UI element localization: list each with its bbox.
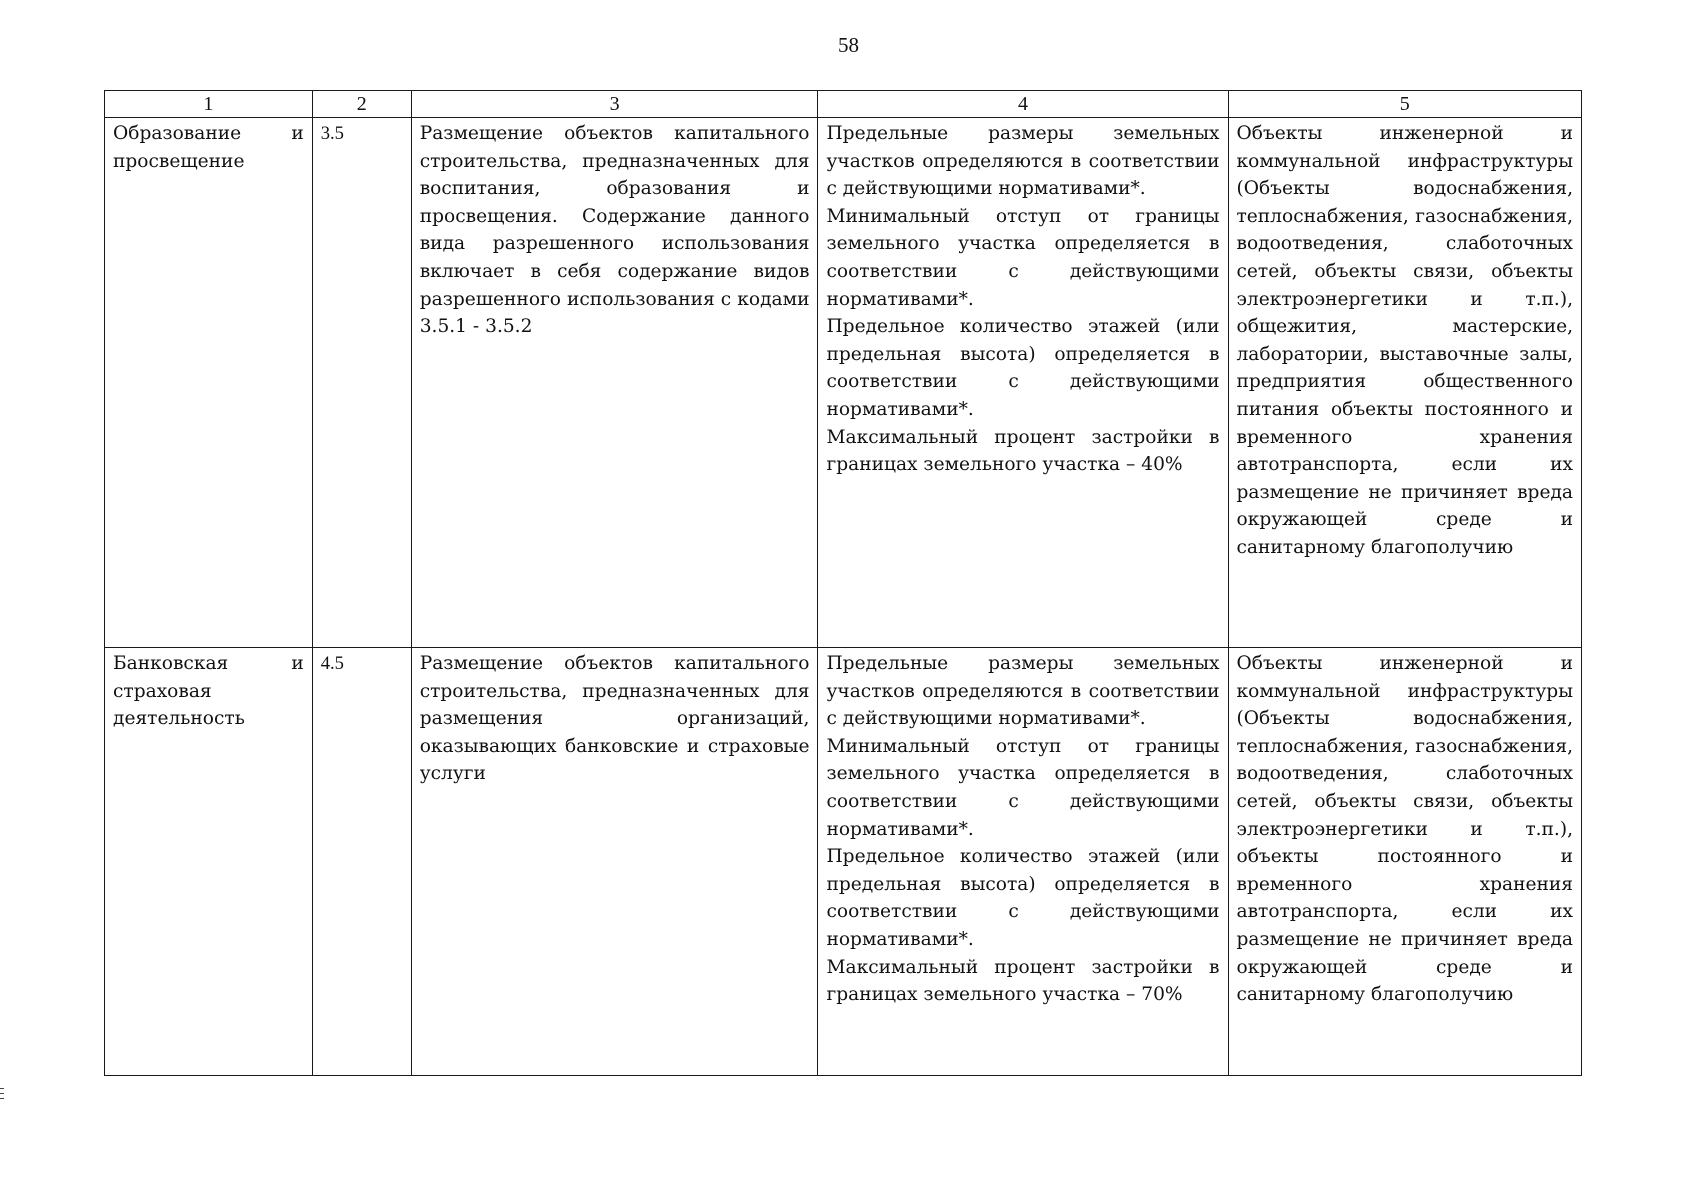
column-header-1: 1 bbox=[105, 91, 313, 118]
parameter-plot-size: Предельные размеры земельных участков определяются в соответствии с действующими нормативами*. bbox=[826, 123, 1220, 200]
parameters-cell bbox=[818, 648, 1228, 1076]
use-type-code: 4.5 bbox=[312, 648, 411, 1076]
use-type-name: Образование и просвещение bbox=[105, 118, 313, 648]
parameter-plot-size: Предельные размеры земельных участков определяются в соответствии с действующими нормативами*. bbox=[826, 653, 1220, 730]
column-header-5: 5 bbox=[1228, 91, 1582, 118]
page-number: 58 bbox=[838, 33, 859, 57]
use-type-description: Размещение объектов капитального строительства, предназначенных для воспитания, образования и просвещения. Содержание данного вида разрешенного использования включает в себя содержание видов разрешенного использования с кодами 3.5.1 - 3.5.2 bbox=[411, 118, 818, 648]
parameters-cell bbox=[818, 118, 1228, 648]
scan-artifact bbox=[0, 1093, 4, 1094]
parameter-floors: Предельное количество этажей (или предельная высота) определяется в соответствии с действующими нормативами*. bbox=[826, 846, 1220, 950]
column-header-4: 4 bbox=[818, 91, 1228, 118]
table-row bbox=[105, 118, 1582, 648]
use-type-name: Банковская и страховая деятельность bbox=[105, 648, 313, 1076]
auxiliary-uses: Объекты инженерной и коммунальной инфраструктуры (Объекты водоснабжения, теплоснабжения, газоснабжения, водоотведения, слаботочных сетей, объекты связи, объекты электроэнергетики и т.п.), объекты постоянного и временного хранения автотранспорта, если их размещение не причиняет вреда окружающей среде и санитарному благополучию bbox=[1228, 648, 1582, 1076]
table-row bbox=[105, 648, 1582, 1076]
use-type-code: 3.5 bbox=[312, 118, 411, 648]
parameter-floors: Предельное количество этажей (или предельная высота) определяется в соответствии с действующими нормативами*. bbox=[826, 316, 1220, 420]
parameter-coverage: Максимальный процент застройки в границах земельного участка – 40% bbox=[826, 426, 1220, 476]
column-header-2: 2 bbox=[312, 91, 411, 118]
use-type-description: Размещение объектов капитального строительства, предназначенных для размещения организаций, оказывающих банковские и страховые услуги bbox=[411, 648, 818, 1076]
scan-artifact bbox=[0, 1088, 4, 1089]
parameter-setback: Минимальный отступ от границы земельного участка определяется в соответствии с действующими нормативами*. bbox=[826, 205, 1220, 310]
auxiliary-uses: Объекты инженерной и коммунальной инфраструктуры (Объекты водоснабжения, теплоснабжения, газоснабжения, водоотведения, слаботочных сетей, объекты связи, объекты электроэнергетики и т.п.), общежития, мастерские, лаборатории, выставочные залы, предприятия общественного питания объекты постоянного и временного хранения автотранспорта, если их размещение не причиняет вреда окружающей среде и санитарному благополучию bbox=[1228, 118, 1582, 648]
column-header-3: 3 bbox=[411, 91, 818, 118]
parameter-coverage: Максимальный процент застройки в границах земельного участка – 70% bbox=[826, 956, 1220, 1006]
scan-artifact bbox=[0, 1098, 4, 1099]
land-use-table bbox=[104, 90, 1582, 1076]
column-number-row bbox=[105, 91, 1582, 118]
parameter-setback: Минимальный отступ от границы земельного участка определяется в соответствии с действующими нормативами*. bbox=[826, 735, 1220, 840]
